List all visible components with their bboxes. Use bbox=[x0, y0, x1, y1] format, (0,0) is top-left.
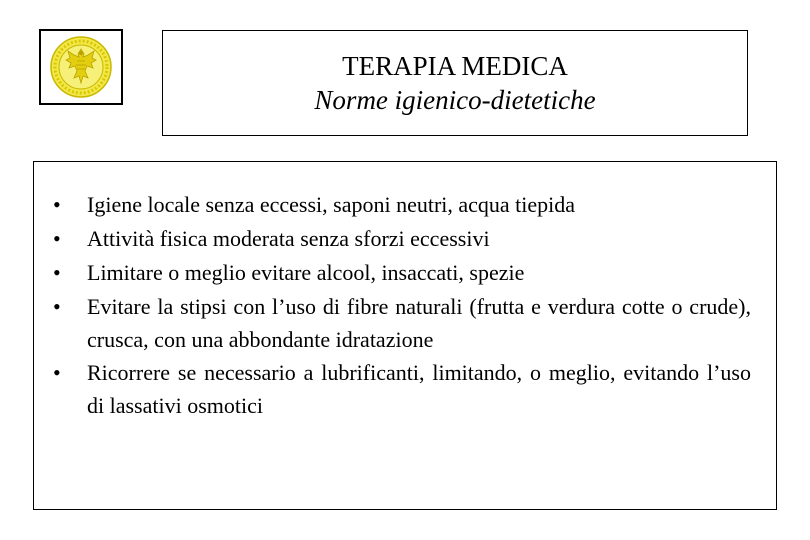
list-item bbox=[34, 356, 751, 422]
bullet-icon: • bbox=[53, 360, 61, 385]
list-item bbox=[34, 222, 751, 256]
bullet-list bbox=[34, 188, 751, 422]
list-item bbox=[34, 290, 751, 356]
list-item-text: Igiene locale senza eccessi, saponi neutri, acqua tiepida bbox=[87, 192, 576, 217]
list-item-text: Ricorrere se necessario a lubrificanti, limitando, o meglio, evitando l’uso di lassativi osmotici bbox=[87, 360, 751, 418]
list-item-text: Attività fisica moderata senza sforzi eccessivi bbox=[87, 226, 490, 251]
logo-box bbox=[39, 29, 123, 105]
content-box bbox=[33, 161, 777, 510]
page-subtitle: Norme igienico-dietetiche bbox=[314, 85, 596, 115]
list-item bbox=[34, 256, 751, 290]
list-item-text: Evitare la stipsi con l’uso di fibre naturali (frutta e verdura cotte o crude), crusca, con una abbondante idratazione bbox=[87, 294, 751, 352]
list-item-text: Limitare o meglio evitare alcool, insaccati, spezie bbox=[87, 260, 525, 285]
list-item bbox=[34, 188, 751, 222]
bullet-icon: • bbox=[53, 294, 61, 319]
bullet-icon: • bbox=[53, 260, 61, 285]
page-title: TERAPIA MEDICA bbox=[342, 51, 568, 81]
bullet-icon: • bbox=[53, 192, 61, 217]
bullet-icon: • bbox=[53, 226, 61, 251]
university-seal-icon bbox=[48, 35, 114, 99]
title-box bbox=[162, 30, 748, 136]
